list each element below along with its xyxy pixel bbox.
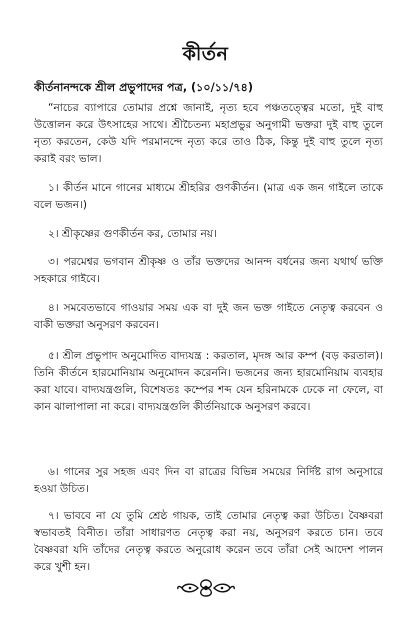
point-1-block (34, 180, 383, 214)
ornament-graphic (176, 576, 236, 600)
point-5-block (34, 348, 383, 416)
intro-block (34, 100, 383, 168)
point-4: ৪। সমবেতভাবে গাওয়ার সময় এক বা দুই জন ভক্ত গাইতে নেতৃত্ব করবেন ও বাকী ভক্তরা অনুসরণ করবেন। (34, 302, 383, 331)
point-7-block (34, 508, 383, 576)
point-6: ৬। গানের সুর সহজ এবং দিন বা রাত্রের বিভিন্ন সময়ের নির্দিষ্ট রাগ অনুসারে হওয়া উচিত। (34, 466, 383, 495)
floral-ornament-icon (0, 576, 411, 604)
point-2: ২। শ্রীকৃষ্ণের গুণকীর্তন কর, তোমার নয়। (48, 228, 217, 240)
point-3: ৩। পরমেশ্বর ভগবান শ্রীকৃষ্ণ ও তাঁর ভক্তদের আনন্দ বর্ধনের জন্য যথার্থ ভক্তি সহকারে গাইবে। (34, 256, 383, 285)
point-6-block (34, 464, 383, 498)
intro-paragraph: “নাচের ব্যাপারে তোমার প্রশ্নে জানাই, নৃত্য হবে পঞ্চতত্ত্বের মতো, দুই বাহু উত্তোলন করে উৎসাহের সাথে। শ্রীচৈতন্য মহাপ্রভুর অনুগামী ভক্তরা দুই বাহু তুলে নৃত্য করতেন, কেউ যদি পরমানন্দে নৃত্য করে তাও ঠিক, কিন্তু দুই বাহু তুলে নৃত্য করাই বরং ভাল। (34, 102, 383, 165)
point-2-block (34, 226, 383, 243)
point-1: ১। কীর্তন মানে গানের মাধ্যমে শ্রীহরির গুণকীর্তন। (মাত্র এক জন গাইলে তাকে বলে ভজন।) (34, 182, 383, 211)
point-4-block (34, 300, 383, 334)
point-5: ৫। শ্রীল প্রভুপাদ অনুমোদিত বাদ্যযন্ত্র : করতাল, মৃদঙ্গ আর কম্প (বড় করতাল)। তিনি কীর্তনে হারমোনিয়াম অনুমোদন করেননি। ভজনের জন্য হারমোনিয়াম ব্যবহার করা যাবে। বাদ্যযন্ত্রগুলি, বিশেষতঃ কম্পের শব্দ যেন হরিনামকে ঢেকে না ফেলে, বা কান ঝালাপালা না করে। বাদ্যযন্ত্রগুলি কীর্তনিয়াকে অনুসরণ করবে। (34, 350, 383, 413)
letter-reference: কীর্তনানন্দকে শ্রীল প্রভুপাদের পত্র, (১০/১১/৭৪) (34, 81, 253, 94)
point-7: ৭। ভাববে না যে তুমি শ্রেষ্ঠ গায়ক, তাই তোমার নেতৃত্ব করা উচিত। বৈষ্ণবরা স্বভাবতই বিনীত। তাঁরা সাধারণত নেতৃত্ব করা নয়, অনুসরণ করতে চান। তবে বৈষ্ণবরা যদি তাঁদের নেতৃত্ব করতে অনুরোধ করেন তবে তাঁরা সেই আদেশ পালন করে খুশী হন। (34, 510, 383, 573)
point-3-block (34, 254, 383, 288)
page-title: কীর্তন (182, 43, 229, 65)
